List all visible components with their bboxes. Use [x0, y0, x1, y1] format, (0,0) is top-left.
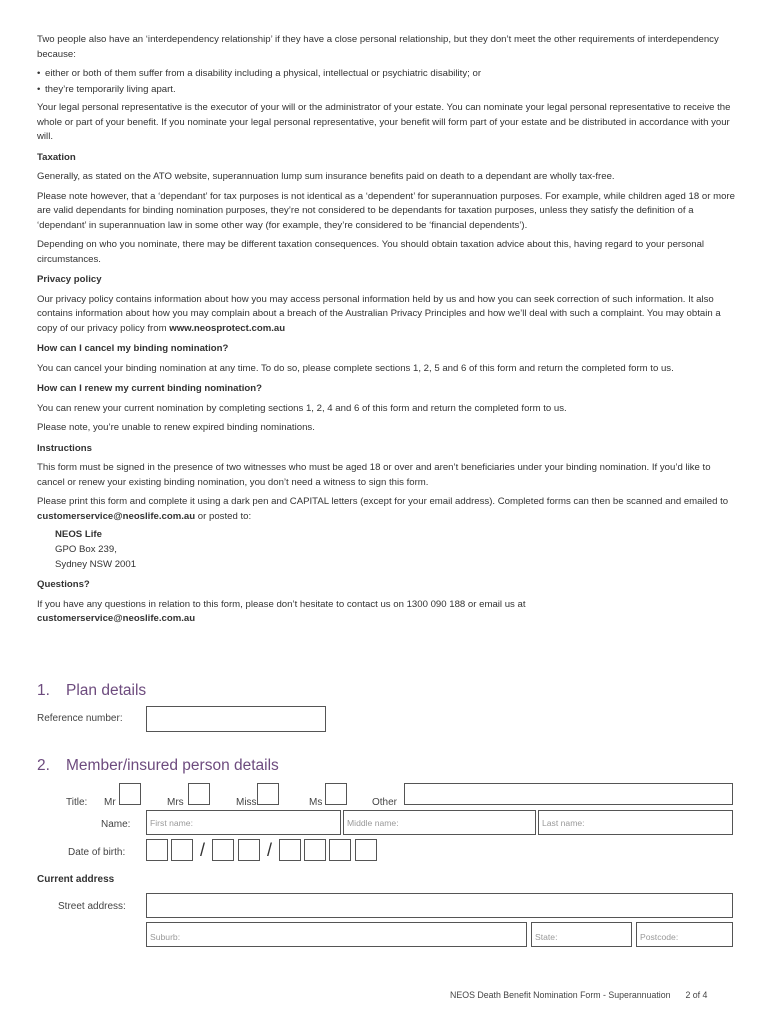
interdependency-list — [37, 67, 737, 97]
title-option-other-label: Other — [372, 797, 398, 808]
section-1-heading: 1. Plan details — [37, 682, 147, 699]
renew-heading: How can I renew my current binding nomination? — [37, 383, 262, 394]
questions-paragraph: If you have any questions in relation to this form, please don’t hesitate to contact us on 1300 090 188 or email us at — [37, 598, 526, 610]
dob-separator: / — [200, 840, 206, 860]
street-address-input[interactable] — [146, 893, 733, 918]
cancel-heading: How can I cancel my binding nomination? — [37, 343, 229, 354]
dob-day-digit-1[interactable] — [146, 839, 168, 861]
postal-address: NEOS Life GPO Box 239, Sydney NSW 2001 — [55, 529, 137, 570]
taxation-paragraph: Generally, as stated on the ATO website, superannuation lump sum insurance benefits paid on death to a dependant are wholly tax-free. — [37, 171, 615, 182]
date-of-birth-label: Date of birth: — [68, 847, 126, 858]
renew-paragraph: You can renew your current nomination by completing sections 1, 2, 4 and 6 of this form and return the completed form to us. — [37, 402, 567, 414]
title-mrs-checkbox[interactable] — [188, 783, 210, 805]
suburb-placeholder: Suburb: — [150, 932, 181, 942]
taxation-paragraph: Please note however, that a ‘dependant’ for tax purposes is not identical as a ‘dependent’ for superannuation purposes. For example, while children aged 18 or more are valid dependants for binding nomination purposes, they’re not considered to be dependants for taxation purposes, unless they satisfy the definition of a ‘dependant’ in superannuation law in some other way (for example, they’re considered to be ‘financial dependents’). — [37, 190, 735, 231]
title-label: Title: — [66, 797, 88, 808]
title-option-miss-label: Miss — [236, 797, 257, 808]
last-name-placeholder: Last name: — [542, 818, 585, 828]
document-body — [37, 33, 737, 632]
dob-year-digit-2[interactable] — [304, 839, 326, 861]
title-other-input[interactable] — [404, 783, 733, 805]
first-name-placeholder: First name: — [150, 818, 193, 828]
questions-email-link[interactable]: customerservice@neoslife.com.au — [37, 613, 196, 624]
legal-rep-paragraph: Your legal personal representative is the executor of your will or the administrator of your estate. You can nominate your legal personal representative to receive the whole or part of your benefit. If you nominate your legal personal representative, your benefit will form part of your estate and be distributed in accordance with your will. — [37, 102, 731, 142]
section-2-heading: 2. Member/insured person details — [37, 757, 279, 774]
title-option-ms-label: Ms — [309, 797, 323, 808]
suburb-input[interactable] — [146, 922, 527, 947]
current-address-heading: Current address — [37, 874, 115, 885]
instructions-paragraph: Please print this form and complete it using a dark pen and CAPITAL letters (except for your email address). Completed forms can then be scanned and emailed to customerservice@neoslife.com.au or posted to: — [37, 496, 729, 522]
list-item: • they’re temporarily living apart. — [37, 83, 737, 98]
postcode-placeholder: Postcode: — [640, 932, 679, 942]
privacy-link[interactable]: www.neosprotect.com.au — [169, 322, 286, 334]
dob-year-digit-4[interactable] — [355, 839, 377, 861]
page-footer — [450, 990, 707, 1000]
footer-form-title: NEOS Death Benefit Nomination Form - Superannuation — [450, 990, 671, 1000]
title-miss-checkbox[interactable] — [257, 783, 279, 805]
dob-separator: / — [267, 840, 273, 860]
dob-month-digit-1[interactable] — [212, 839, 234, 861]
intro-paragraph: Two people also have an ‘interdependency relationship’ if they have a close personal relationship, but they don’t meet the other requirements of interdependency because: — [37, 34, 719, 60]
taxation-heading: Taxation — [37, 151, 76, 163]
instructions-paragraph: This form must be signed in the presence of two witnesses who must be aged 18 or over and aren’t beneficiaries under your binding nomination. If you’d like to cancel or renew your existing binding nomination, you don’t need a witness to sign this form. — [37, 462, 711, 488]
state-placeholder: State: — [535, 932, 558, 942]
dob-day-digit-2[interactable] — [171, 839, 193, 861]
privacy-paragraph: Our privacy policy contains information about how you may access personal information held by us and how you can seek correction of such information. It also contains information about how you may complain about a breach of the Australian Privacy Principles and how we’ll deal with such a complaint. You may obtain a copy of our privacy policy from www.neosprotect.com.au — [37, 293, 721, 334]
reference-number-label: Reference number: — [37, 713, 123, 724]
title-ms-checkbox[interactable] — [325, 783, 347, 805]
street-address-label: Street address: — [58, 901, 126, 912]
email-link[interactable]: customerservice@neoslife.com.au — [37, 510, 196, 522]
footer-page-number: 2 of 4 — [685, 990, 708, 1000]
questions-heading: Questions? — [37, 579, 90, 590]
cancel-paragraph: You can cancel your binding nomination at any time. To do so, please complete sections 1, 2, 5 and 6 of this form and return the completed form to us. — [37, 362, 674, 374]
dob-year-digit-3[interactable] — [329, 839, 351, 861]
renew-paragraph: Please note, you’re unable to renew expired binding nominations. — [37, 422, 315, 433]
name-label: Name: — [101, 819, 131, 830]
instructions-heading: Instructions — [37, 442, 92, 454]
privacy-heading: Privacy policy — [37, 274, 102, 285]
list-item: • either or both of them suffer from a disability including a physical, intellectual or psychiatric disability; or — [37, 67, 737, 82]
middle-name-placeholder: Middle name: — [347, 818, 399, 828]
title-mr-checkbox[interactable] — [119, 783, 141, 805]
dob-month-digit-2[interactable] — [238, 839, 260, 861]
reference-number-input[interactable] — [146, 706, 326, 732]
dob-year-digit-1[interactable] — [279, 839, 301, 861]
title-option-mrs-label: Mrs — [167, 797, 184, 808]
title-option-mr-label: Mr — [104, 797, 116, 808]
taxation-paragraph: Depending on who you nominate, there may be different taxation consequences. You should obtain taxation advice about this, having regard to your personal circumstances. — [37, 239, 705, 265]
